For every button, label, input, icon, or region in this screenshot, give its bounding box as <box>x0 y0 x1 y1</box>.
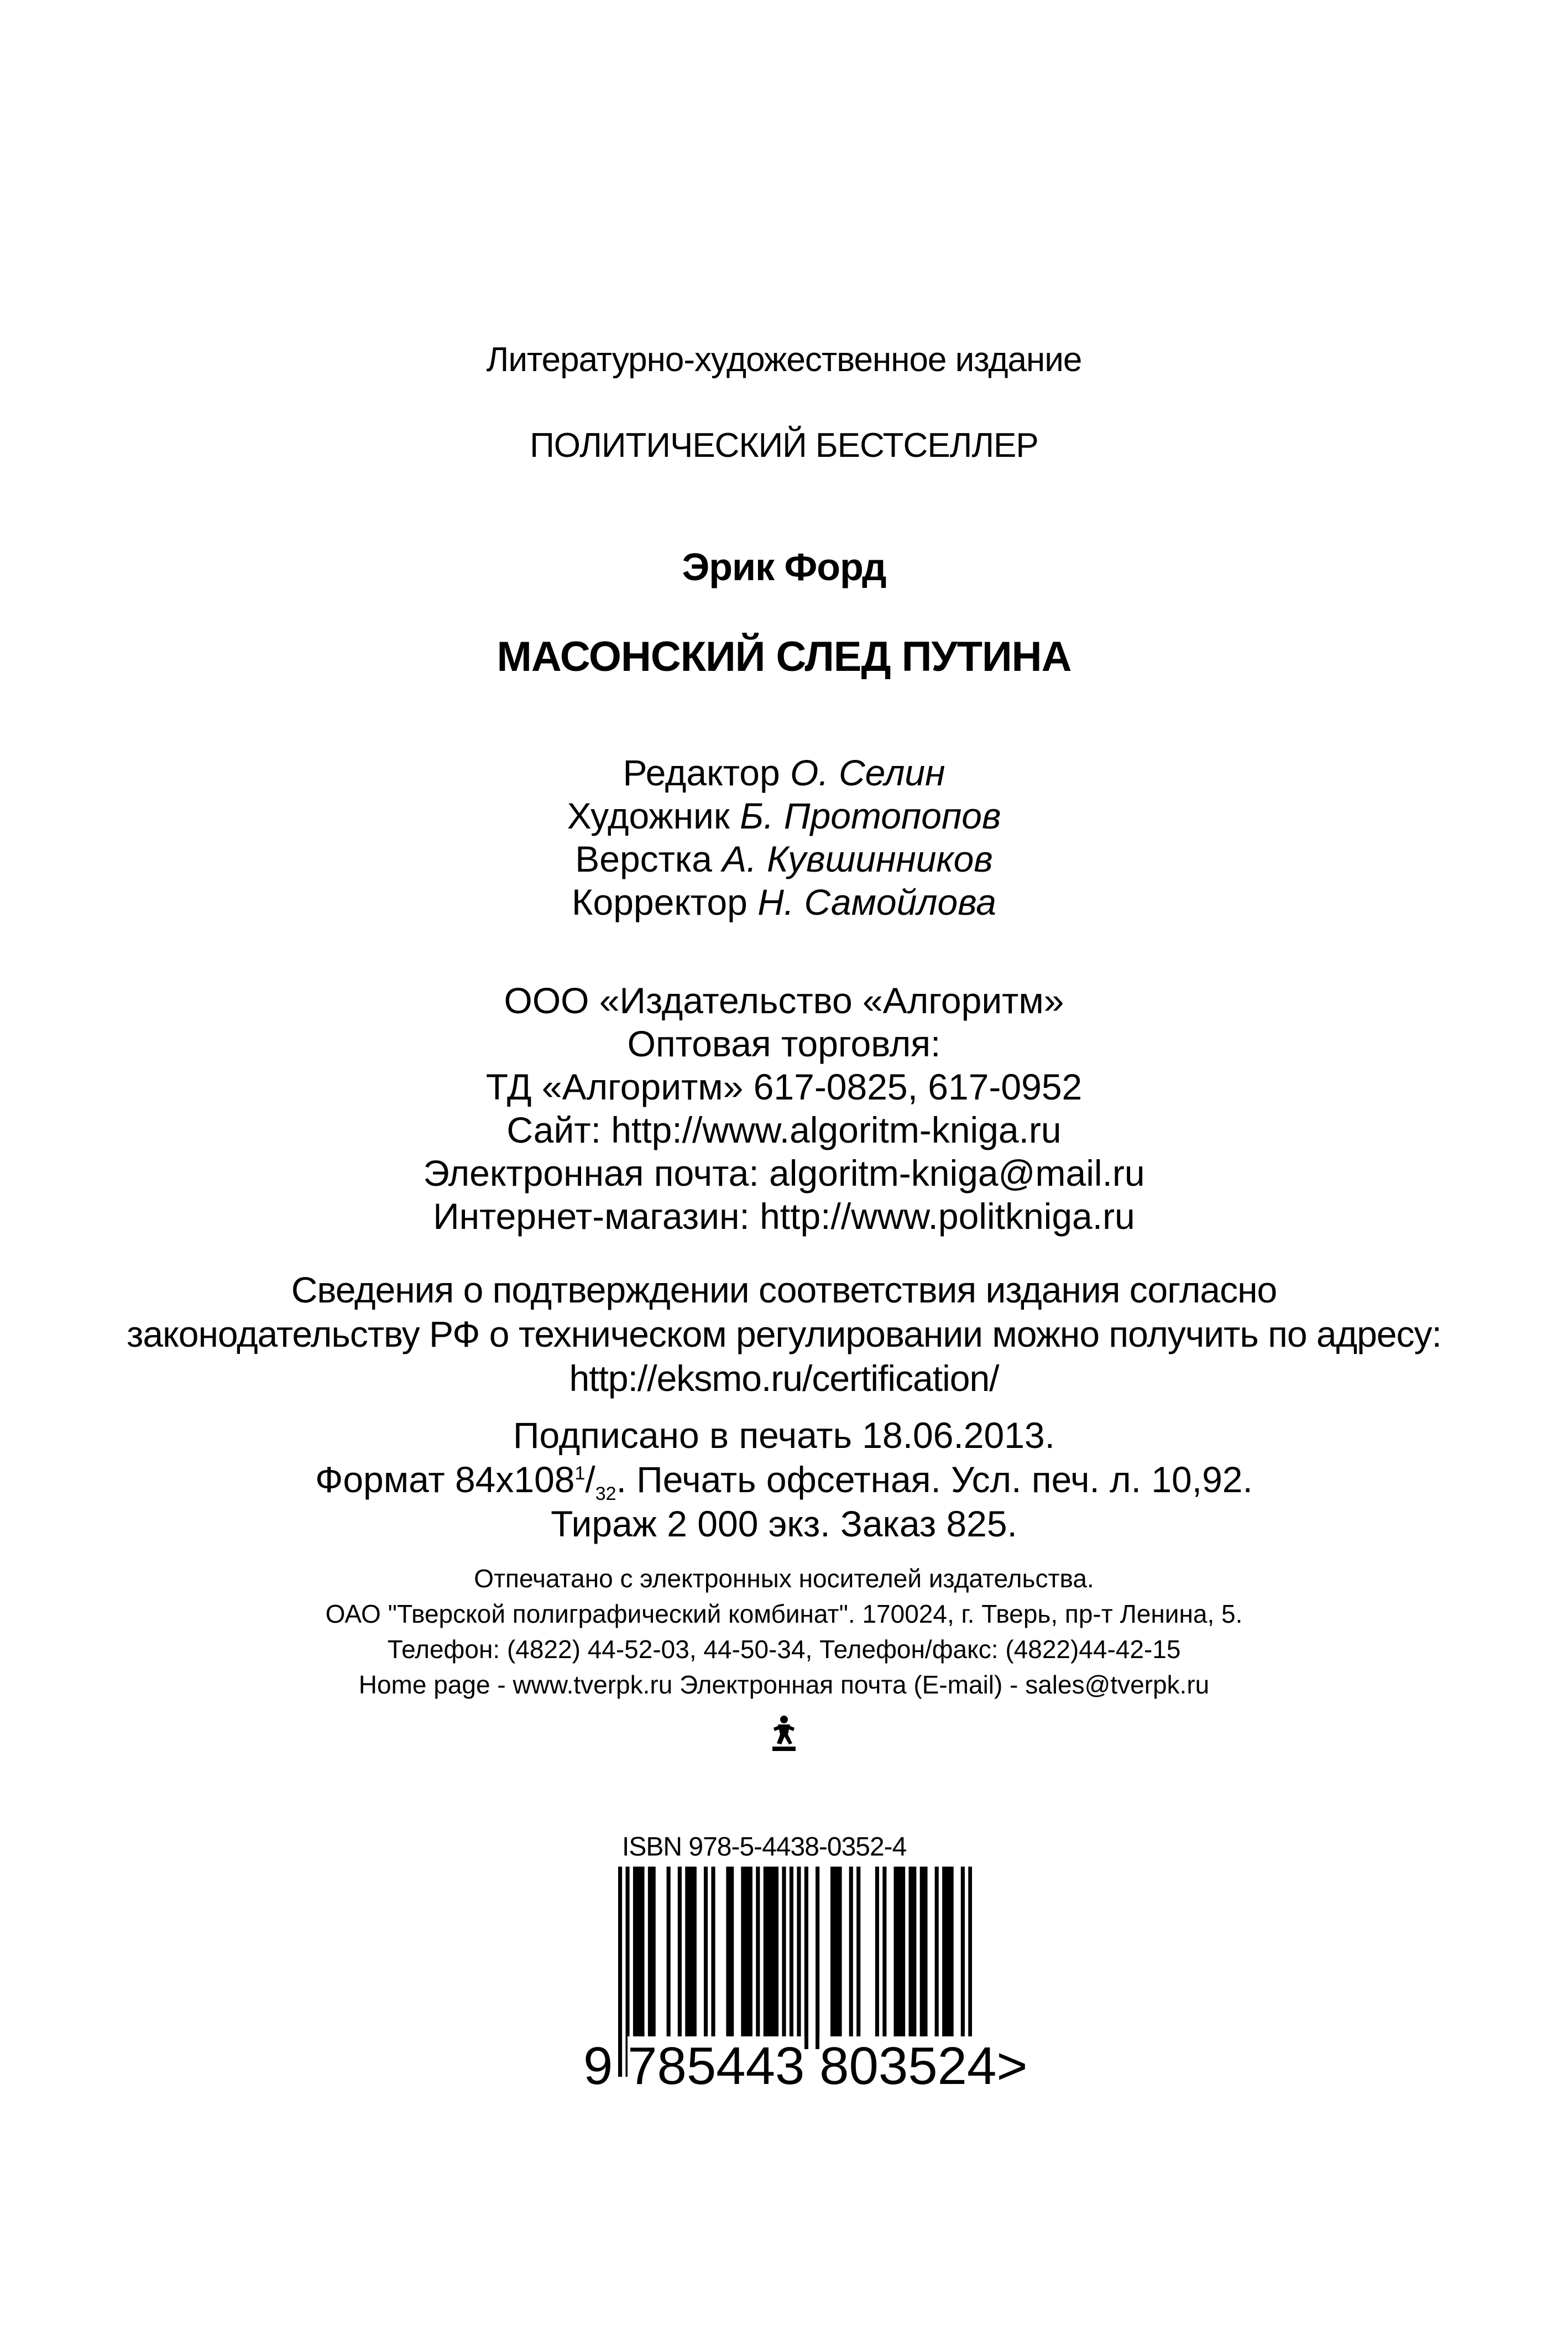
barcode-bar <box>693 1867 697 2049</box>
barcode-left-digits: 785443 <box>628 2036 805 2096</box>
barcode-bar <box>923 1867 927 2049</box>
printing-block <box>0 1413 1568 1546</box>
barcode-bar <box>935 1867 939 2049</box>
printer-line: Home page - www.tverpk.ru Электронная почта (E-mail) - sales@tverpk.ru <box>358 1670 1210 1699</box>
barcode-bar <box>685 1867 689 2049</box>
printer-line: Телефон: (4822) 44-52-03, 44-50-34, Телефон/факс: (4822)44-42-15 <box>387 1635 1181 1664</box>
barcode-bar <box>648 1867 652 2049</box>
barcode-bar <box>946 1867 950 2049</box>
credit-role: Художник <box>567 795 730 836</box>
barcode-bar <box>834 1867 838 2049</box>
barcode-bar <box>730 1867 734 2049</box>
barcode-number <box>583 2036 1028 2096</box>
barcode-bar <box>749 1867 752 2049</box>
barcode-bar <box>901 1867 905 2049</box>
certification-block <box>0 1268 1568 1400</box>
barcode-bar <box>849 1867 853 2049</box>
barcode-bar <box>838 1867 842 2049</box>
print-run: Тираж 2 000 экз. Заказ 825. <box>551 1503 1017 1544</box>
publisher-block <box>0 979 1568 1238</box>
barcode-bar <box>756 1867 760 2049</box>
barcode-bar <box>804 1867 808 2049</box>
publisher-line: ООО «Издательство «Алгоритм» <box>504 980 1064 1021</box>
barcode-bar <box>856 1867 860 2049</box>
publisher-line: Оптовая торговля: <box>627 1023 941 1064</box>
barcode-bar <box>764 1867 767 2049</box>
barcode-arrow: > <box>996 2036 1028 2096</box>
edition-type: Литературно-художественное издание <box>486 341 1082 379</box>
credit-row <box>0 751 1568 794</box>
barcode-bar <box>894 1867 898 2049</box>
barcode-bar <box>775 1867 778 2049</box>
format-sup: 1 <box>574 1463 586 1484</box>
credits-block <box>0 751 1568 924</box>
series-name: ПОЛИТИЧЕСКИЙ БЕСТСЕЛЛЕР <box>530 426 1038 465</box>
barcode-right-digits: 803524 <box>819 2036 997 2096</box>
barcode-bar <box>830 1867 834 2049</box>
credit-role: Редактор <box>623 752 780 793</box>
isbn-label: ISBN 978-5-4438-0352-4 <box>622 1832 907 1862</box>
barcode-bar <box>637 1867 641 2049</box>
credit-name: Н. Самойлова <box>757 882 996 923</box>
credit-name: А. Кувшинников <box>722 838 993 879</box>
barcode-bar <box>771 1867 775 2049</box>
barcode-bar <box>741 1867 745 2049</box>
certification-line: законодательству РФ о техническом регулировании можно получить по адресу: <box>127 1314 1441 1354</box>
barcode-bar <box>726 1867 730 2049</box>
printer-line: ОАО "Тверской полиграфический комбинат". 170024, г. Тверь, пр-т Ленина, 5. <box>325 1599 1243 1628</box>
printer-block <box>0 1561 1568 1702</box>
format-prefix: Формат 84x108 <box>315 1459 575 1500</box>
barcode-bar <box>689 1867 693 2049</box>
barcode-bar <box>633 1867 637 2049</box>
publisher-line: Интернет-магазин: http://www.politkniga.ru <box>433 1196 1135 1237</box>
certification-line: Сведения о подтверждении соответствия издания согласно <box>291 1269 1277 1310</box>
barcode-bar <box>652 1867 656 2049</box>
printer-logo-icon <box>768 1715 800 1753</box>
barcode-bar <box>704 1867 708 2049</box>
barcode-bar <box>882 1867 886 2049</box>
credit-row <box>0 837 1568 880</box>
publisher-line: Сайт: http://www.algoritm-kniga.ru <box>506 1109 1062 1150</box>
barcode-bar <box>745 1867 749 2049</box>
barcode-bar <box>711 1867 715 2049</box>
publisher-line: Электронная почта: algoritm-kniga@mail.ru <box>423 1153 1145 1194</box>
credit-role: Корректор <box>572 882 748 923</box>
printer-line: Отпечатано с электронных носителей издательства. <box>474 1564 1094 1593</box>
barcode-bar <box>678 1867 682 2049</box>
credit-role: Верстка <box>575 838 712 879</box>
credit-row <box>0 880 1568 924</box>
barcode-bar <box>908 1867 912 2049</box>
format-suffix: . Печать офсетная. Усл. печ. л. 10,92. <box>616 1459 1253 1500</box>
credit-row <box>0 794 1568 837</box>
author-name: Эрик Форд <box>682 545 886 588</box>
barcode-bar <box>875 1867 879 2049</box>
publisher-line: ТД «Алгоритм» 617-0825, 617-0952 <box>485 1066 1083 1107</box>
credit-name: О. Селин <box>790 752 945 793</box>
barcode-bar <box>816 1867 819 2049</box>
book-title: МАСОНСКИЙ СЛЕД ПУТИНА <box>496 633 1072 680</box>
format-line: Формат $84x108^1/_{32}$. Печать офсетная. Усл. печ. л. 10,92. <box>315 1459 1253 1505</box>
certification-line: http://eksmo.ru/certification/ <box>569 1358 999 1399</box>
barcode-bar <box>897 1867 901 2049</box>
barcode-bar <box>667 1867 671 2049</box>
barcode-bar <box>942 1867 946 2049</box>
credit-name: Б. Протопопов <box>740 795 1001 836</box>
barcode-bar <box>782 1867 786 2049</box>
signed-date: Подписано в печать 18.06.2013. <box>513 1415 1055 1456</box>
barcode-bar <box>767 1867 771 2049</box>
barcode-first-digit: 9 <box>583 2036 613 2096</box>
barcode-bar <box>920 1867 924 2049</box>
barcode-bar <box>640 1867 644 2049</box>
barcode-bar <box>950 1867 954 2049</box>
barcode-bar <box>912 1867 916 2049</box>
format-sub: 32 <box>595 1483 616 1505</box>
